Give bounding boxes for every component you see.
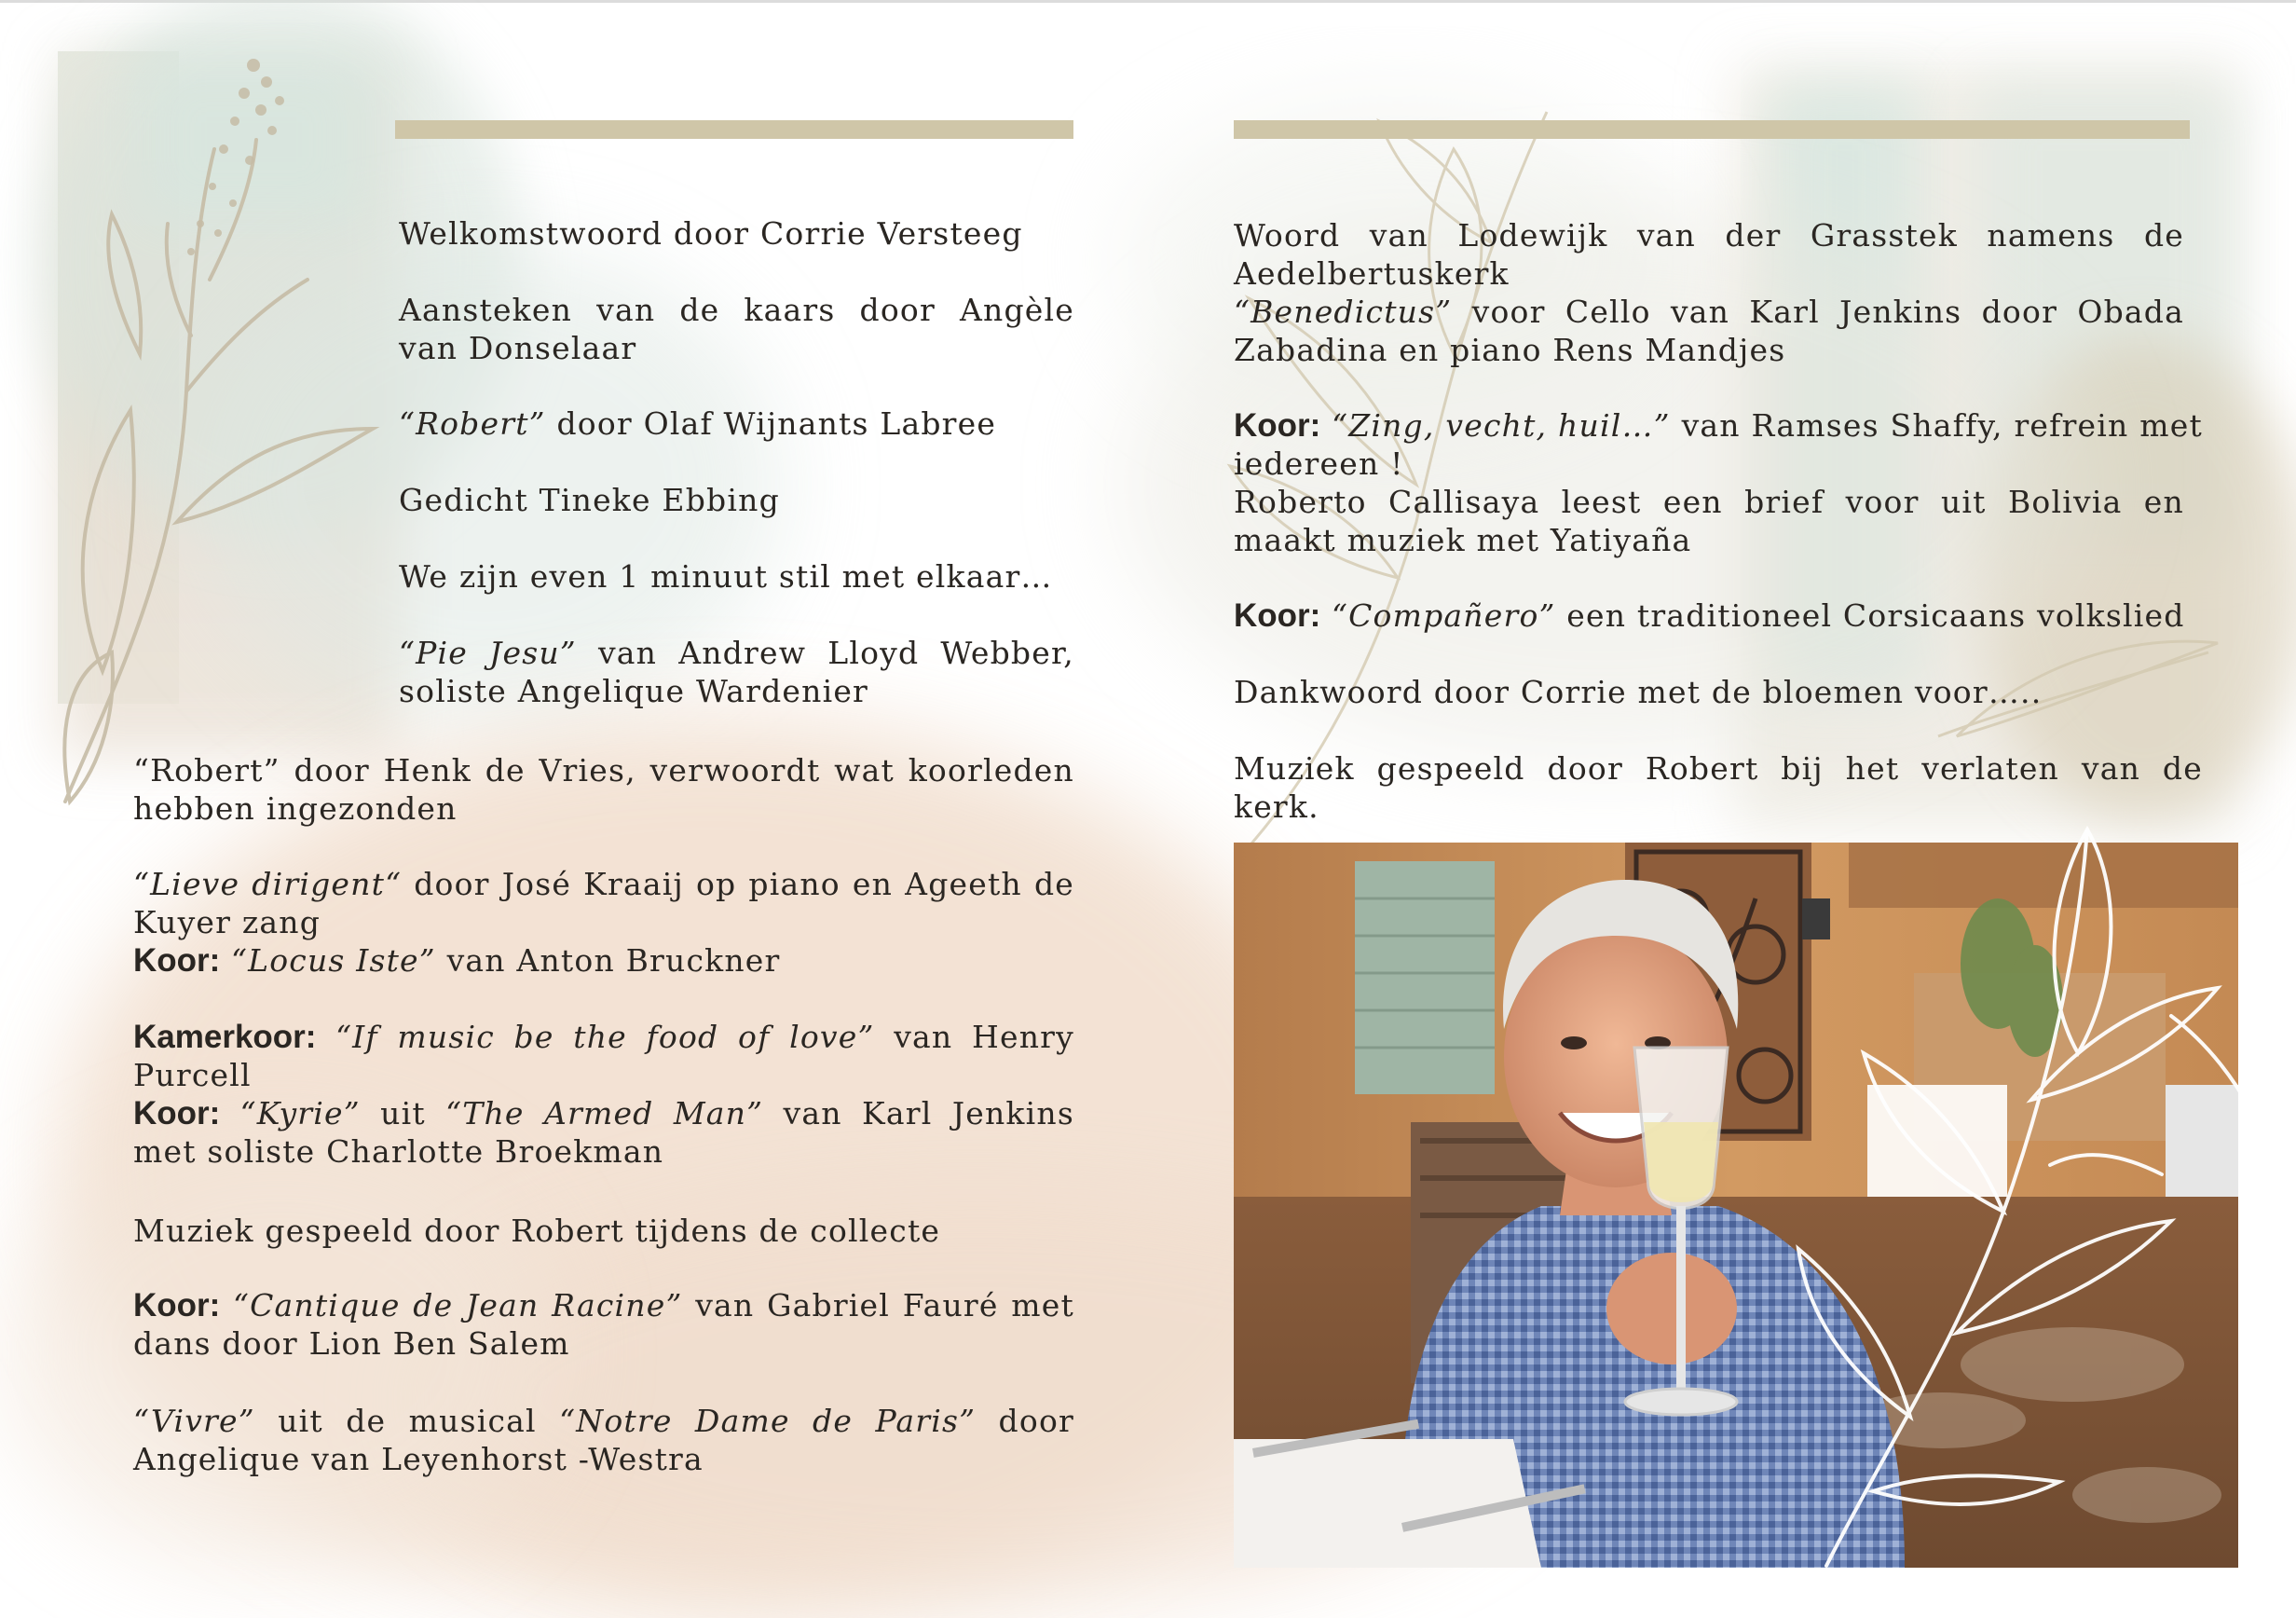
item-text: door Olaf Wijnants Labree: [545, 405, 997, 442]
robert-photo: [1234, 843, 2238, 1568]
item-text: van Karl Jenkins met soliste Charlotte Broekman: [133, 1095, 1074, 1170]
work-title: “Kyrie”: [239, 1095, 361, 1131]
work-title: “Benedictus”: [1234, 294, 1453, 330]
item-text: Muziek gespeeld door Robert bij het verlaten van de kerk.: [1234, 750, 2203, 825]
left-header-bar: [395, 120, 1073, 139]
item-text: We zijn even 1 minuut stil met elkaar…: [399, 558, 1053, 595]
program-item-benedictus: [1234, 293, 2184, 369]
item-text: [220, 942, 231, 979]
koor-label: Kamerkoor:: [133, 1019, 317, 1055]
item-text: “Robert” door Henk de Vries, verwoordt wat koorleden hebben ingezonden: [133, 752, 1074, 827]
program-item-cantique: [133, 1286, 1074, 1363]
item-text: [1320, 407, 1332, 444]
program-item-muziek-verlaten: [1234, 749, 2203, 826]
program-item-dankwoord: [1234, 673, 2203, 711]
item-text: Dankwoord door Corrie met de bloemen voor…..: [1234, 674, 2043, 710]
koor-label: Koor:: [133, 1287, 221, 1323]
item-text: Woord van Lodewijk van der Grasstek namens de Aedelbertuskerk: [1234, 217, 2184, 292]
program-item-collecte: [133, 1212, 1074, 1250]
work-title: “The Armed Man”: [445, 1095, 764, 1131]
item-text: Roberto Callisaya leest een brief voor uit Bolivia en maakt muziek met Yatiyaña: [1234, 484, 2184, 558]
item-text: van Ramses Shaffy, refrein met iedereen !: [1234, 407, 2203, 482]
item-text: Aansteken van de kaars door Angèle van Donselaar: [399, 292, 1074, 366]
item-text: Gedicht Tineke Ebbing: [399, 482, 780, 518]
right-header-bar: [1234, 120, 2190, 139]
work-title: “Locus Iste”: [231, 942, 436, 979]
program-item-kyrie: [133, 1094, 1074, 1171]
item-text: van Andrew Lloyd Webber, soliste Angelique Wardenier: [399, 635, 1074, 709]
koor-label: Koor:: [133, 1095, 221, 1131]
program-item-robert-henk: [133, 751, 1074, 828]
item-text: van Anton Bruckner: [435, 942, 781, 979]
work-title: “Lieve dirigent“: [133, 866, 403, 902]
work-title: “Notre Dame de Paris”: [559, 1403, 977, 1439]
program-item-zing-vecht-huil: [1234, 406, 2203, 483]
work-title: “If music be the food of love”: [335, 1019, 875, 1055]
koor-label: Koor:: [133, 942, 221, 979]
item-text: [220, 1287, 233, 1323]
koor-label: Koor:: [1234, 407, 1321, 444]
program-item-roberto: [1234, 483, 2184, 559]
work-title: “Vivre”: [133, 1403, 255, 1439]
item-text: voor Cello van Karl Jenkins door Obada Zabadina en piano Rens Mandjes: [1234, 294, 2184, 368]
item-text: [316, 1019, 335, 1055]
program-item-stilte: [399, 557, 1074, 596]
program-item-pie-jesu: [399, 634, 1074, 710]
program-item-gedicht: [399, 481, 1074, 519]
program-item-kaars: [399, 291, 1074, 367]
work-title: “Robert”: [399, 405, 546, 442]
program-item-if-music: [133, 1018, 1074, 1094]
item-text: [220, 1095, 239, 1131]
item-text: [1320, 597, 1332, 634]
work-title: “Cantique de Jean Racine”: [233, 1287, 683, 1323]
item-text: Welkomstwoord door Corrie Versteeg: [399, 215, 1023, 252]
program-item-robert-olaf: [399, 404, 1074, 443]
koor-label: Koor:: [1234, 597, 1321, 634]
program-item-lieve-dirigent: [133, 865, 1074, 941]
program-item-companero: [1234, 596, 2203, 635]
item-text: uit: [360, 1095, 446, 1131]
work-title: “Zing, vecht, huil…”: [1332, 407, 1671, 444]
work-title: “Pie Jesu”: [399, 635, 577, 671]
program-item-welkomstwoord: [399, 214, 1074, 253]
item-text: uit de musical: [254, 1403, 560, 1439]
item-text: van Henry Purcell: [133, 1019, 1074, 1093]
work-title: “Compañero”: [1332, 597, 1556, 634]
item-text: een traditioneel Corsicaans volkslied: [1555, 597, 2185, 634]
program-item-vivre: [133, 1402, 1074, 1478]
item-text: Muziek gespeeld door Robert tijdens de collecte: [133, 1213, 941, 1249]
item-text: door José Kraaij op piano en Ageeth de Kuyer zang: [133, 866, 1074, 940]
item-text: van Gabriel Fauré met dans door Lion Ben Salem: [133, 1287, 1074, 1362]
program-item-woord-lodewijk: [1234, 216, 2184, 293]
item-text: door Angelique van Leyenhorst -Westra: [133, 1403, 1074, 1477]
program-item-locus-iste: [133, 941, 1074, 980]
